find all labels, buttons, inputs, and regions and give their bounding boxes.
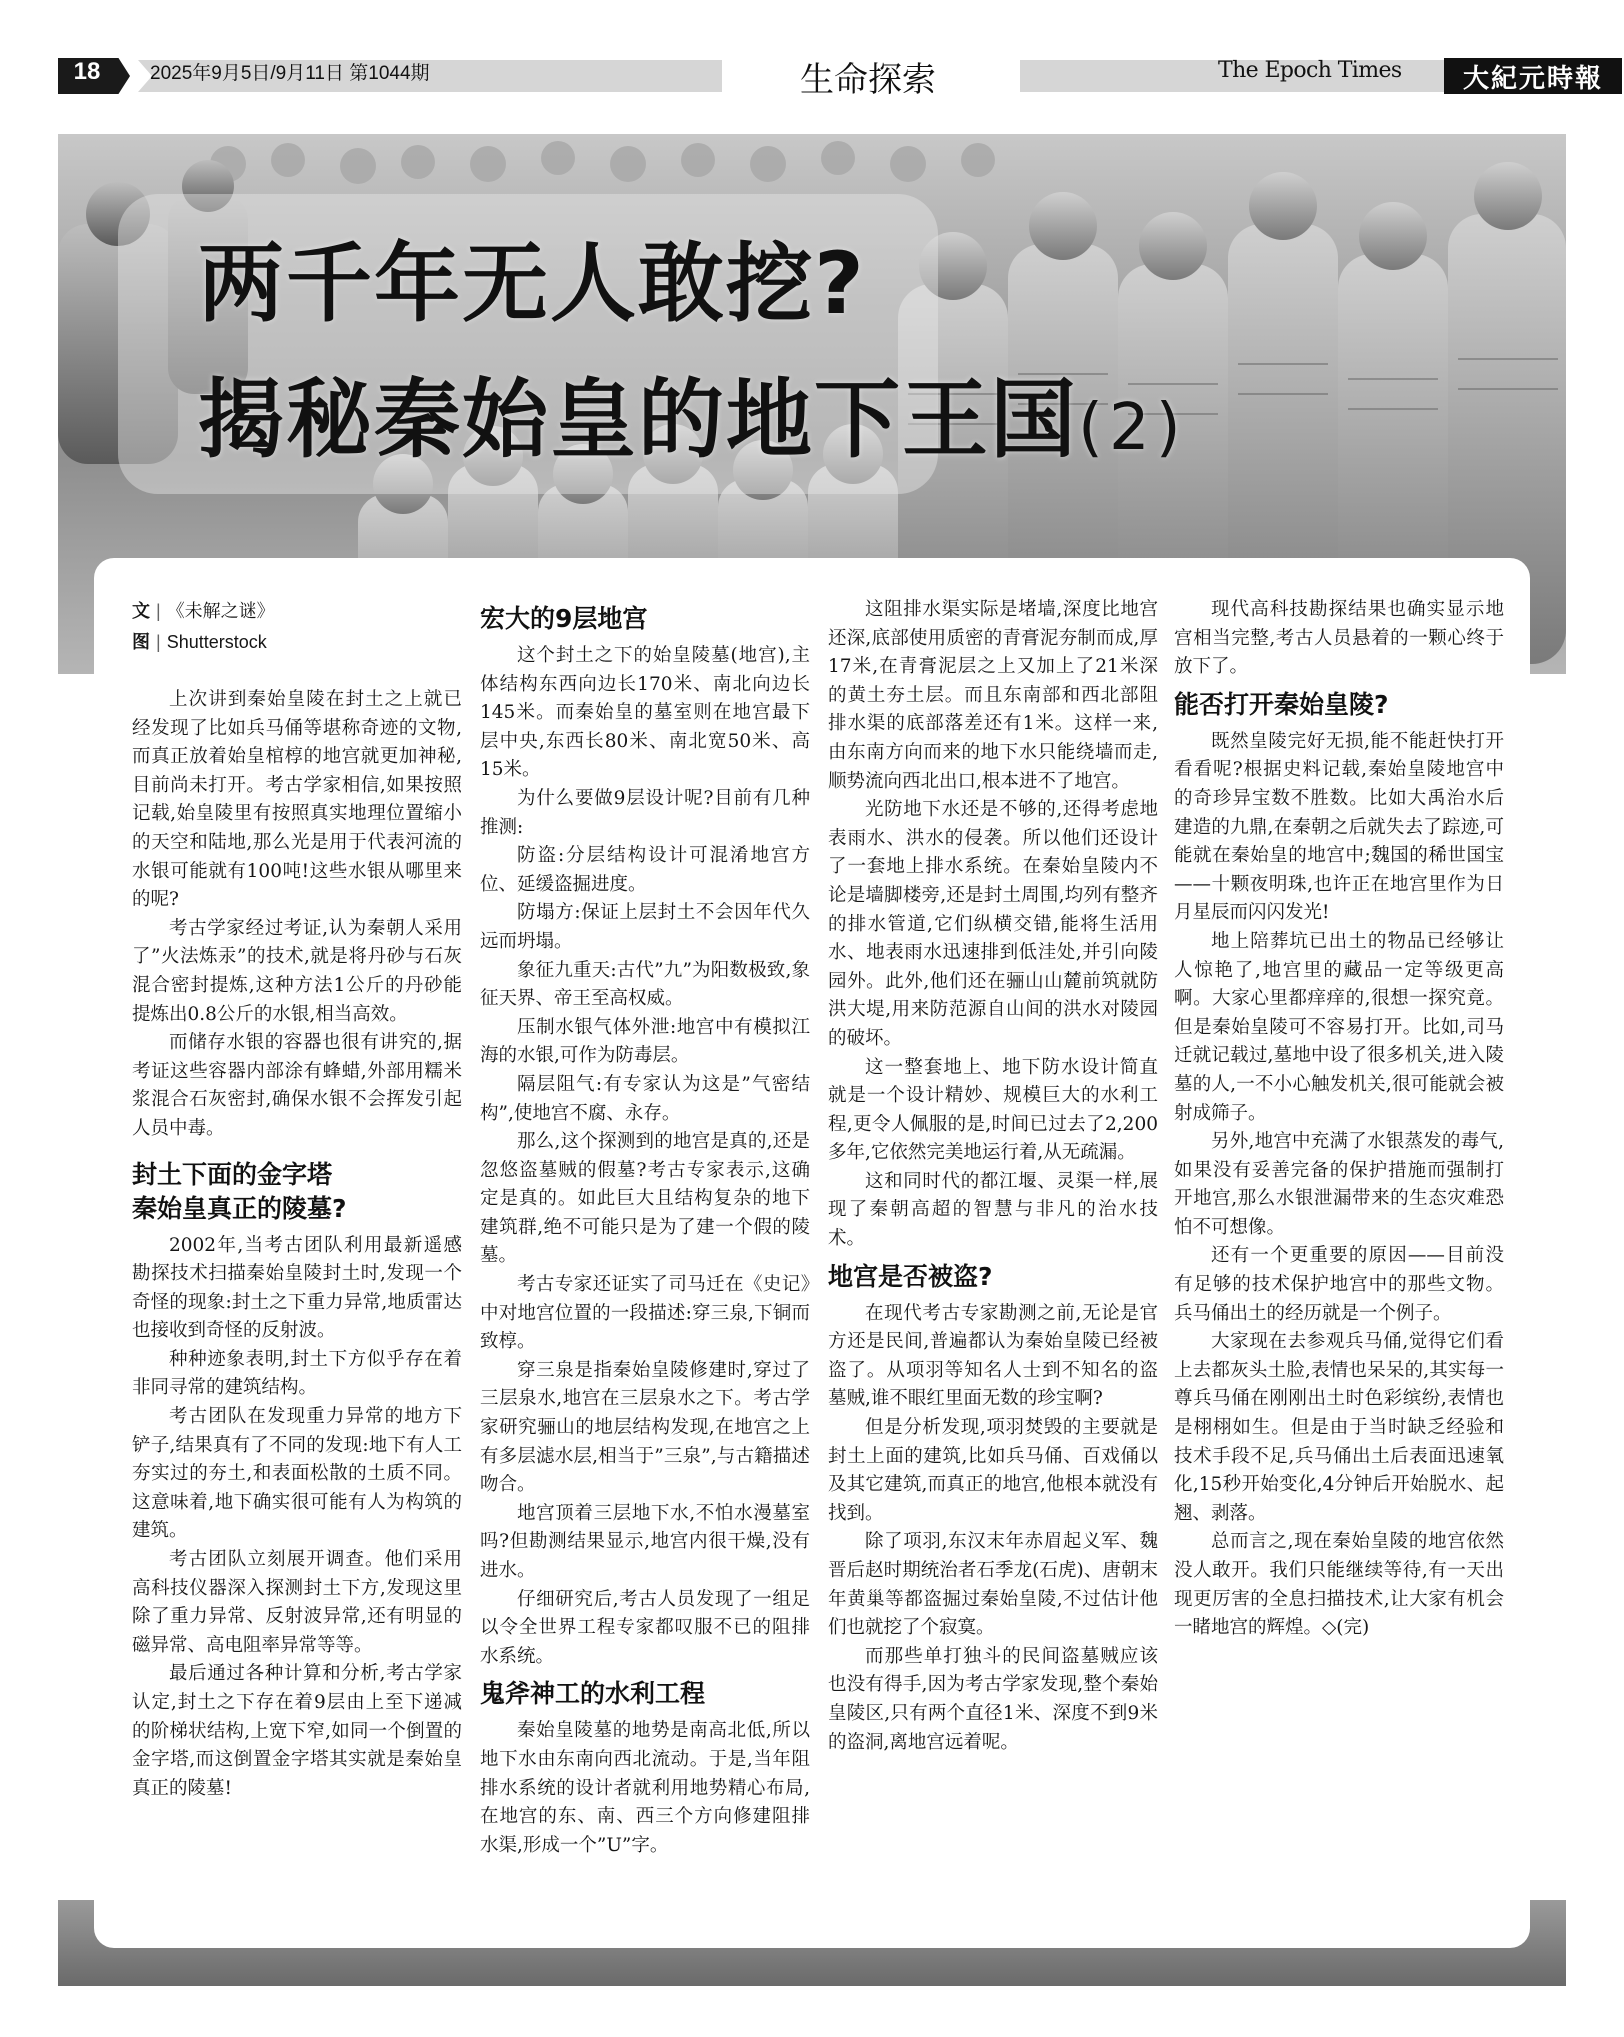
page-number: 18: [73, 58, 101, 85]
subheading: 能否打开秦始皇陵?: [1174, 689, 1389, 719]
subheading: 鬼斧神工的水利工程: [480, 1679, 706, 1709]
headline-line-2: [198, 350, 1187, 474]
paragraph: 这个封土之下的始皇陵墓(地宫),主体结构东西向边长170米、南北向边长145米。而秦始皇的墓室则在地宫最下层中央,东西长80米、南北宽50米、高15米。: [480, 645, 810, 781]
issue-info: 2025年9月5日/9月11日 第1044期: [150, 63, 430, 84]
subheading: 封土下面的金字塔 秦始皇真正的陵墓?: [132, 1159, 347, 1223]
headline-line-1: 两千年无人敢挖?: [198, 234, 866, 334]
paragraph: 考古团队立刻展开调查。他们采用高科技仪器深入探测封土下方,发现这里除了重力异常、反射波异常,还有明显的磁异常、高电阻率异常等等。: [132, 1549, 462, 1656]
paragraph: 这和同时代的都江堰、灵渠一样,展现了秦朝高超的智慧与非凡的治水技术。: [828, 1170, 1158, 1250]
paragraph: 种种迹象表明,封土下方似乎存在着非同寻常的建筑结构。: [132, 1348, 462, 1399]
credit-image: 图 | Shutterstock: [132, 632, 267, 653]
paragraph: 但是分析发现,项羽焚毁的主要就是封土上面的建筑,比如兵马俑、百戏俑以及其它建筑,而真正的地宫,他根本就没有找到。: [828, 1417, 1158, 1524]
paragraph: 地上陪葬坑已出土的物品已经够让人惊艳了,地宫里的藏品一定等级更高啊。大家心里都痒痒的,很想一探究竟。但是秦始皇陵可不容易打开。比如,司马迁就记载过,墓地中设了很多机关,进入陵墓的人,一不小心触发机关,很可能就会被射成筛子。: [1174, 930, 1504, 1124]
paragraph: 仔细研究后,考古人员发现了一组足以令全世界工程专家都叹服不已的阻排水系统。: [480, 1588, 810, 1667]
paragraph: 2002年,当考古团队利用最新遥感勘探技术扫描秦始皇陵封土时,发现一个奇怪的现象:封土之下重力异常,地质雷达也接收到奇怪的反射波。: [132, 1234, 462, 1342]
paragraph: 秦始皇陵墓的地势是南高北低,所以地下水由东南向西北流动。于是,当年阻排水系统的设计者就利用地势精心布局,在地宫的东、南、西三个方向修建阻排水渠,形成一个”U”字。: [480, 1720, 810, 1856]
credit-image-source: Shutterstock: [166, 632, 267, 652]
headline-main: 揭秘秦始皇的地下王国: [198, 370, 1078, 470]
subheading: 宏大的9层地宫: [480, 604, 648, 633]
credit-text: 文 | 《未解之谜》: [132, 601, 275, 622]
paragraph: 这一整套地上、地下防水设计简直就是一个设计精妙、规模巨大的水利工程,更令人佩服的是,时间已过去了2,200多年,它依然完美地运行着,从无疏漏。: [828, 1056, 1158, 1164]
paragraph: 防塌方:保证上层封土不会因年代久远而坍塌。: [480, 902, 810, 952]
article-column-1: [132, 596, 462, 1803]
paragraph: 现代高科技勘探结果也确实显示地宫相当完整,考古人员悬着的一颗心终于放下了。: [1174, 599, 1504, 678]
section-title: 生命探索: [800, 60, 936, 100]
paragraph: 最后通过各种计算和分析,考古学家认定,封土之下存在着9层由上至下递减的阶梯状结构,上宽下窄,如同一个倒置的金字塔,而这倒置金字塔其实就是秦始皇真正的陵墓!: [132, 1663, 462, 1799]
paragraph: 还有一个更重要的原因——目前没有足够的技术保护地宫中的那些文物。兵马俑出土的经历就是一个例子。: [1174, 1245, 1504, 1324]
paragraph: 穿三泉是指秦始皇陵修建时,穿过了三层泉水,地宫在三层泉水之下。考古学家研究骊山的地层结构发现,在地宫之上有多层滤水层,相当于”三泉”,与古籍描述吻合。: [480, 1359, 810, 1496]
credit-text-source: 《未解之谜》: [166, 601, 275, 621]
page-header: [58, 58, 1603, 100]
paragraph: 大家现在去参观兵马俑,觉得它们看上去都灰头土脸,表情也呆呆的,其实每一尊兵马俑在刚刚出土时色彩缤纷,表情也是栩栩如生。但是由于当时缺乏经验和技术手段不足,兵马俑出土后表面迅速氧化,15秒开始变化,4分钟后开始脱水、起翘、剥落。: [1174, 1331, 1504, 1524]
paragraph: 考古专家还证实了司马迁在《史记》中对地宫位置的一段描述:穿三泉,下铜而致椁。: [480, 1274, 810, 1353]
paragraph: 而储存水银的容器也很有讲究的,据考证这些容器内部涂有蜂蜡,外部用糯米浆混合石灰密封,确保水银不会挥发引起人员中毒。: [132, 1032, 462, 1139]
paragraph: 那么,这个探测到的地宫是真的,还是忽悠盗墓贼的假墓?考古专家表示,这确定是真的。如此巨大且结构复杂的地下建筑群,绝不可能只是为了建一个假的陵墓。: [480, 1131, 810, 1267]
paragraph: 隔层阻气:有专家认为这是”气密结构”,使地宫不腐、永存。: [480, 1073, 810, 1124]
headline-part-number: (2): [1078, 391, 1187, 465]
paragraph: 在现代考古专家勘测之前,无论是官方还是民间,普遍都认为秦始皇陵已经被盗了。从项羽等知名人士到不知名的盗墓贼,谁不眼红里面无数的珍宝啊?: [828, 1302, 1158, 1410]
paragraph: 总而言之,现在秦始皇陵的地宫依然没人敢开。我们只能继续等待,有一天出现更厉害的全息扫描技术,让大家有机会一睹地宫的辉煌。◇(完): [1174, 1531, 1504, 1639]
article-column-3: [828, 596, 1158, 1757]
subheading: 地宫是否被盗?: [828, 1261, 993, 1291]
article-column-2: [480, 596, 810, 1860]
credit-text-label: 文: [132, 601, 150, 622]
brand-chinese: 大紀元時報: [1444, 58, 1622, 94]
credit-image-label: 图: [132, 632, 150, 653]
paragraph: 象征九重天:古代”九”为阳数极致,象征天界、帝王至高权威。: [480, 959, 810, 1010]
paragraph: 上次讲到秦始皇陵在封土之上就已经发现了比如兵马俑等堪称奇迹的文物,而真正放着始皇棺椁的地宫就更加神秘,目前尚未打开。考古学家相信,如果按照记载,始皇陵里有按照真实地理位置缩小的天空和陆地,那么光是用于代表河流的水银可能就有100吨!这些水银从哪里来的呢?: [132, 689, 462, 911]
brand-english: The Epoch Times: [1218, 58, 1402, 83]
paragraph: 另外,地宫中充满了水银蒸发的毒气,如果没有妥善完备的保护措施而强制打开地宫,那么水银泄漏带来的生态灾难恐怕不可想像。: [1174, 1131, 1504, 1238]
paragraph: 考古学家经过考证,认为秦朝人采用了”火法炼汞”的技术,就是将丹砂与石灰混合密封提炼,这种方法1公斤的丹砂能提炼出0.8公斤的水银,相当高效。: [132, 917, 462, 1025]
article-column-4: [1174, 596, 1504, 1643]
paragraph: 防盗:分层结构设计可混淆地宫方位、延缓盗掘进度。: [480, 845, 810, 895]
paragraph: 为什么要做9层设计呢?目前有几种推测:: [480, 787, 810, 838]
paragraph: 地宫顶着三层地下水,不怕水漫墓室吗?但勘测结果显示,地宫内很干燥,没有进水。: [480, 1502, 810, 1581]
paragraph: 考古团队在发现重力异常的地方下铲子,结果真有了不同的发现:地下有人工夯实过的夯土,和表面松散的土质不同。这意味着,地下确实很可能有人为构筑的建筑。: [132, 1406, 462, 1542]
paragraph: 这阻排水渠实际是堵墙,深度比地宫还深,底部使用质密的青膏泥夯制而成,厚17米,在青膏泥层之上又加上了21米深的黄土夯土层。而且东南部和西北部阻排水渠的底部落差还有1米。这样一来,由东南方向而来的地下水只能绕墙而走,顺势流向西北出口,根本进不了地宫。: [828, 599, 1158, 792]
paragraph: 除了项羽,东汉末年赤眉起义军、魏晋后赵时期统治者石季龙(石虎)、唐朝末年黄巢等都盗掘过秦始皇陵,不过估计他们也就挖了个寂寞。: [828, 1531, 1158, 1639]
paragraph: 压制水银气体外泄:地宫中有模拟江海的水银,可作为防毒层。: [480, 1016, 810, 1067]
paragraph: 而那些单打独斗的民间盗墓贼应该也没有得手,因为考古学家发现,整个秦始皇陵区,只有两个直径1米、深度不到9米的盗洞,离地宫远着呢。: [828, 1645, 1158, 1753]
paragraph: 光防地下水还是不够的,还得考虑地表雨水、洪水的侵袭。所以他们还设计了一套地上排水系统。在秦始皇陵内不论是墙脚楼旁,还是封土周围,均列有整齐的排水管道,它们纵横交错,能将生活用水、地表雨水迅速排到低洼处,并引向陵园外。此外,他们还在骊山山麓前筑就防洪大堤,用来防范源自山间的洪水对陵园的破坏。: [828, 799, 1158, 1049]
paragraph: 既然皇陵完好无损,能不能赶快打开看看呢?根据史料记载,秦始皇陵地宫中的奇珍异宝数不胜数。比如大禹治水后建造的九鼎,在秦朝之后就失去了踪迹,可能就在秦始皇的地宫中;魏国的稀世国宝——十颗夜明珠,也许正在地宫里作为日月星辰而闪闪发光!: [1174, 730, 1504, 924]
